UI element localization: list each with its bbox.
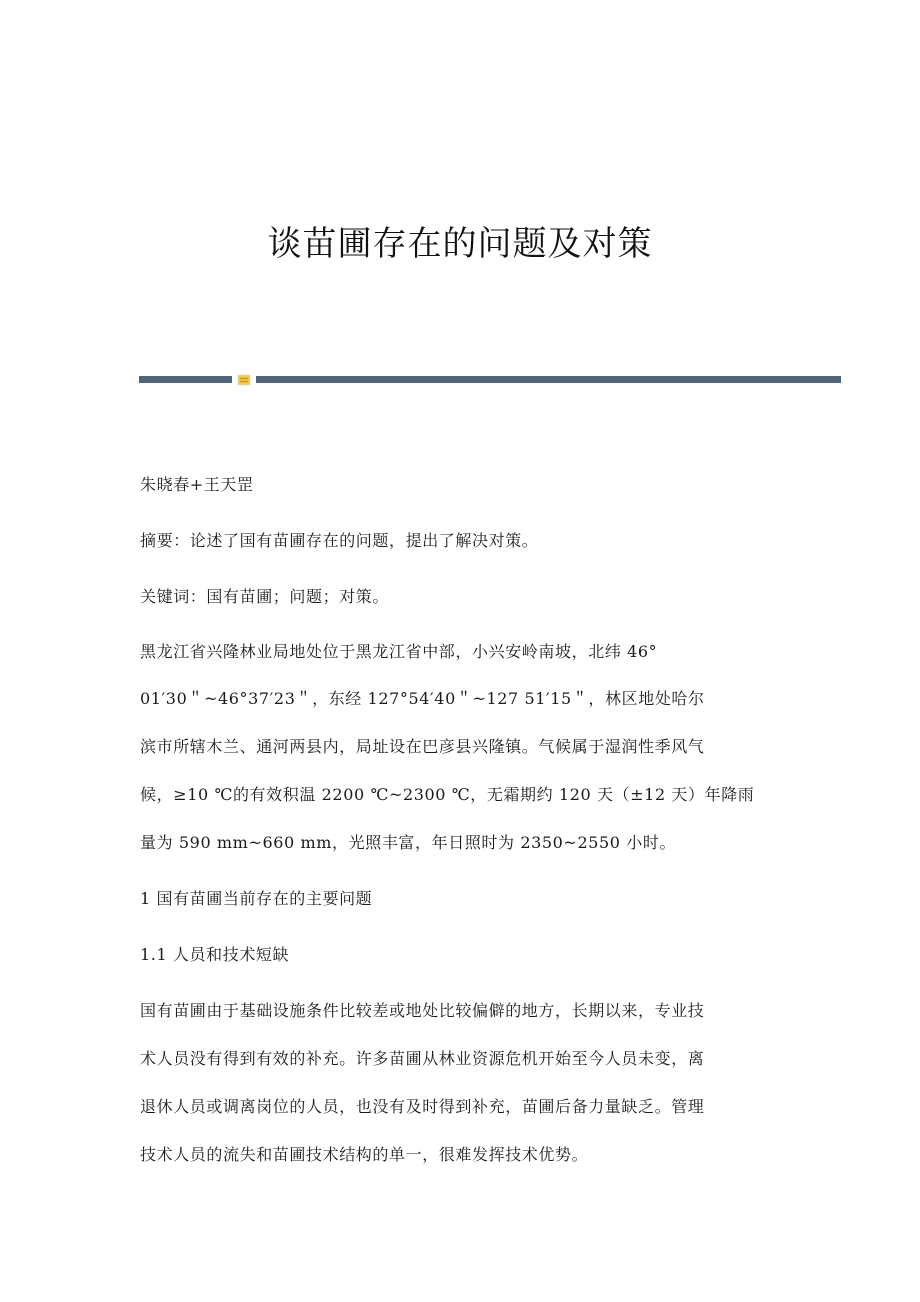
abstract-line: 摘要：论述了国有苗圃存在的问题，提出了解决对策。 — [140, 531, 539, 550]
section-1-1-paragraph-line: 退休人员或调离岗位的人员，也没有及时得到补充，苗圃后备力量缺乏。管理 — [140, 1097, 705, 1116]
divider-bar-right — [256, 376, 841, 383]
section-heading-1-1: 1.1 人员和技术短缺 — [140, 945, 290, 964]
divider-bar-left — [139, 376, 232, 383]
intro-paragraph-line: 候，≥10 ℃的有效积温 2200 ℃~2300 ℃，无霜期约 120 天（±12 天）年降雨 — [140, 785, 755, 804]
authors-line: 朱晓春+王天罡 — [140, 475, 254, 494]
title-divider — [139, 374, 841, 386]
intro-paragraph-line: 滨市所辖木兰、通河两县内，局址设在巴彦县兴隆镇。气候属于湿润性季风气 — [140, 737, 705, 756]
intro-paragraph-line: 01′30＂~46°37′23＂，东经 127°54′40＂~127 51′15＂，林区地处哈尔 — [140, 689, 705, 708]
section-1-1-paragraph-line: 术人员没有得到有效的补充。许多苗圃从林业资源危机开始至今人员未变，离 — [140, 1049, 705, 1068]
section-1-1-paragraph-line: 技术人员的流失和苗圃技术结构的单一，很难发挥技术优势。 — [140, 1145, 589, 1164]
divider-ornament-icon — [237, 374, 251, 386]
intro-paragraph-line: 量为 590 mm~660 mm，光照丰富，年日照时为 2350~2550 小时。 — [140, 833, 677, 852]
document-title: 谈苗圃存在的问题及对策 — [267, 224, 653, 264]
section-1-1-paragraph-line: 国有苗圃由于基础设施条件比较差或地处比较偏僻的地方，长期以来，专业技 — [140, 1001, 705, 1020]
keywords-line: 关键词：国有苗圃；问题；对策。 — [140, 587, 390, 606]
section-heading-1: 1 国有苗圃当前存在的主要问题 — [140, 889, 373, 908]
intro-paragraph-line: 黑龙江省兴隆林业局地处位于黑龙江省中部，小兴安岭南坡，北纬 46° — [140, 642, 658, 661]
